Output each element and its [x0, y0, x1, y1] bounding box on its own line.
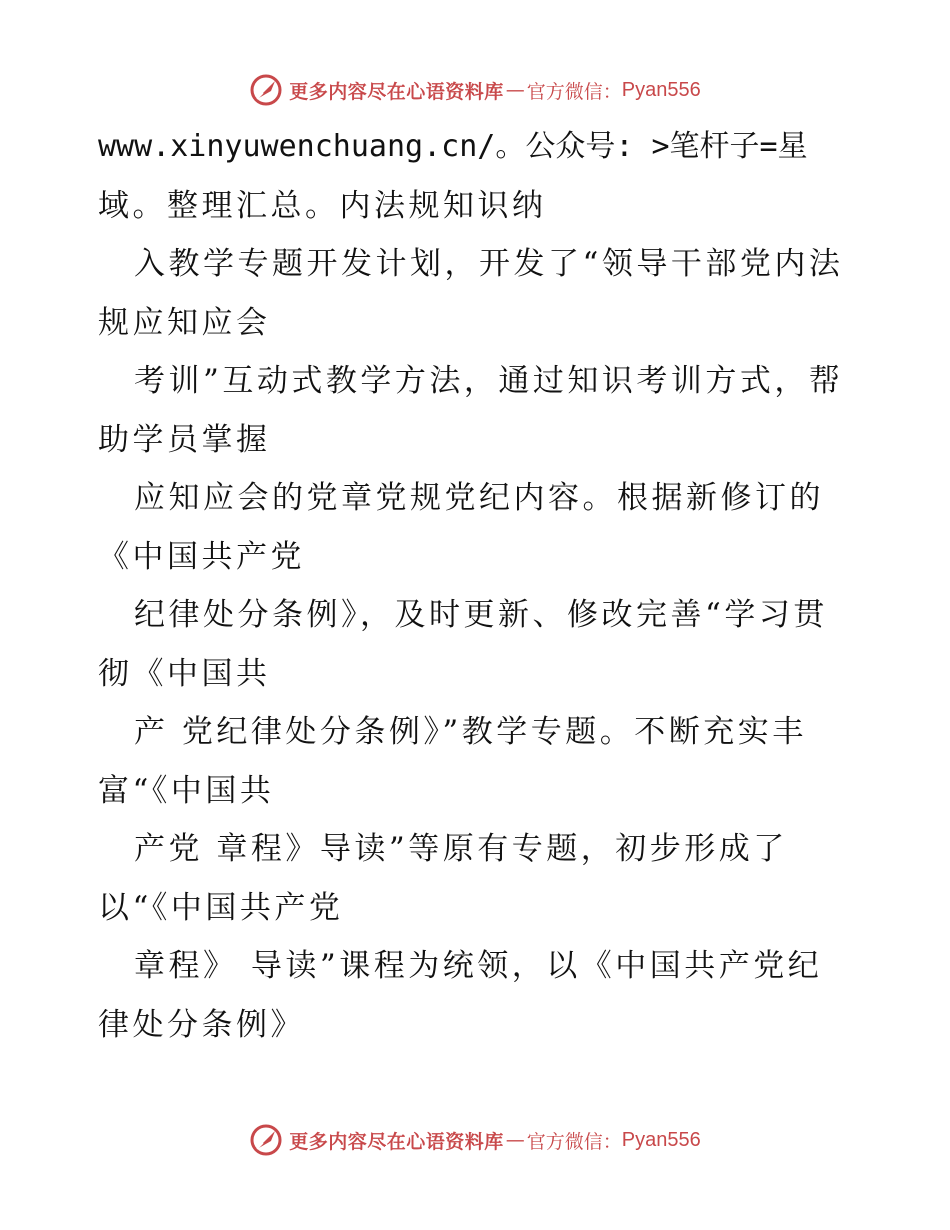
text-line: 《中国共产党: [98, 538, 305, 575]
text-line: 以“《中国共产党: [98, 889, 344, 926]
quill-logo-icon: [249, 1123, 283, 1157]
document-body: [98, 122, 858, 1058]
footer-wechat-label: 官方微信：: [526, 1130, 622, 1153]
header-separator: —: [505, 79, 525, 101]
text-line: 产 党纪律处分条例》”教学专题。不断充实丰: [134, 714, 807, 750]
text-line: 彻《中国共: [98, 655, 271, 692]
text-line: 考训”互动式教学方法，通过知识考训方式，帮: [134, 363, 844, 399]
text-line: 富“《中国共: [98, 772, 275, 809]
text-line: 产党 章程》导读”等原有专题，初步形成了: [134, 831, 788, 867]
text-line: www.xinyuwenchuang.cn/。公众号: >笔杆子=星: [98, 129, 808, 164]
text-line: 纪律处分条例》，及时更新、修改完善“学习贯: [134, 597, 828, 633]
text-line: 规应知应会: [98, 304, 271, 341]
text-line: 助学员掌握: [98, 421, 271, 458]
footer-separator: —: [505, 1129, 525, 1151]
header-brand-text: 更多内容尽在心语资料库: [289, 80, 504, 103]
text-line: 应知应会的党章党规党纪内容。根据新修订的: [134, 480, 824, 516]
text-line: 入教学专题开发计划，开发了“领导干部党内法: [134, 246, 844, 282]
header-banner: [0, 70, 950, 110]
header-wechat-label: 官方微信：: [526, 80, 622, 103]
header-wechat-id: Pyan556: [621, 78, 701, 101]
quill-logo-icon: [249, 73, 283, 107]
text-line: 律处分条例》: [98, 1006, 305, 1043]
footer-wechat-id: Pyan556: [621, 1128, 701, 1151]
footer-banner: [0, 1120, 950, 1160]
text-line: 域。整理汇总。内法规知识纳: [98, 187, 547, 224]
footer-brand-text: 更多内容尽在心语资料库: [289, 1130, 504, 1153]
text-line: 章程》 导读”课程为统领，以《中国共产党纪: [134, 948, 823, 984]
